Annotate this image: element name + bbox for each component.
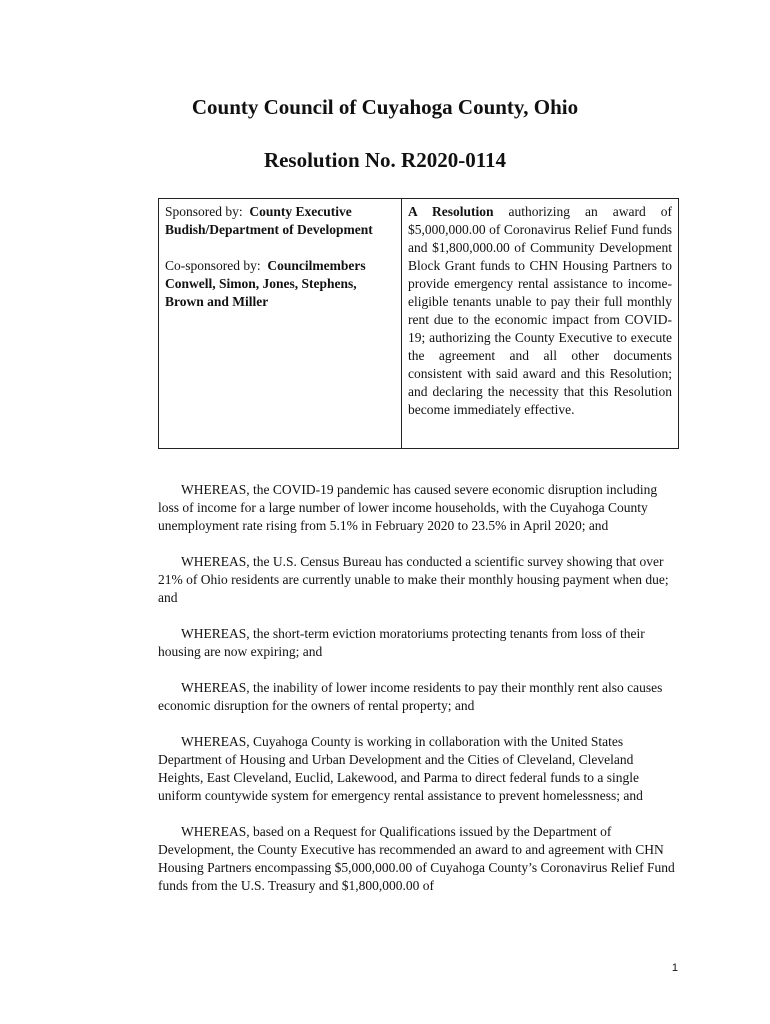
whereas-clauses bbox=[158, 481, 680, 913]
whereas-clause: WHEREAS, the COVID-19 pandemic has caused severe economic disruption including loss of income for a large number of lower income households, with the Cuyahoga County unemployment rate rising from 5.1% in February 2020 to 23.5% in April 2020; and bbox=[158, 482, 658, 533]
sponsor-table bbox=[158, 198, 679, 449]
whereas-clause: WHEREAS, the short-term eviction moratoriums protecting tenants from loss of their housing are now expiring; and bbox=[158, 626, 645, 659]
resolution-summary-cell bbox=[402, 199, 678, 448]
resolution-lead: A Resolution bbox=[408, 204, 494, 219]
whereas-clause: WHEREAS, the U.S. Census Bureau has conducted a scientific survey showing that over 21% of Ohio residents are currently unable to make their monthly housing payment when due; and bbox=[158, 554, 669, 605]
cosponsored-by bbox=[165, 257, 395, 311]
resolution-summary-text: authorizing an award of $5,000,000.00 of Coronavirus Relief Fund funds and $1,800,000.00 of Community Development Block Grant funds to CHN Housing Partners to provide emergency rental assistance to income-eligible tenants unable to pay their full monthly rent due to the economic impact from COVID-19; authorizing the County Executive to execute the agreement and all other documents consistent with said award and this Resolution; and declaring the necessity that this Resolution become immediately effective. bbox=[408, 204, 673, 417]
sponsors-cell bbox=[159, 199, 402, 448]
whereas-clause: WHEREAS, Cuyahoga County is working in collaboration with the United States Department of Housing and Urban Development and the Cities of Cleveland, Cleveland Heights, East Cleveland, Euclid, Lakewood, and Parma to direct federal funds to a single uniform countywide system for emergency rental assistance to prevent homelessness; and bbox=[158, 734, 643, 803]
page-number: 1 bbox=[671, 962, 678, 974]
resolution-number: Resolution No. R2020-0114 bbox=[263, 148, 507, 172]
whereas-clause: WHEREAS, based on a Request for Qualifications issued by the Department of Development, the County Executive has recommended an award to and agreement with CHN Housing Partners encompassing $5,000,000.00 of Cuyahoga County’s Coronavirus Relief Fund funds from the U.S. Treasury and $1,800,000.00 of bbox=[158, 824, 675, 893]
sponsored-by-label: Sponsored by: bbox=[165, 204, 243, 219]
council-title: County Council of Cuyahoga County, Ohio bbox=[191, 95, 579, 119]
cosponsored-by-names: Councilmembers Conwell, Simon, Jones, Stephens, Brown and Miller bbox=[165, 258, 366, 309]
sponsored-by-names: County Executive Budish/Department of Development bbox=[165, 204, 373, 237]
sponsored-by bbox=[165, 203, 395, 239]
cosponsored-by-label: Co-sponsored by: bbox=[165, 258, 261, 273]
whereas-clause: WHEREAS, the inability of lower income residents to pay their monthly rent also causes economic disruption for the owners of rental property; and bbox=[158, 680, 663, 713]
